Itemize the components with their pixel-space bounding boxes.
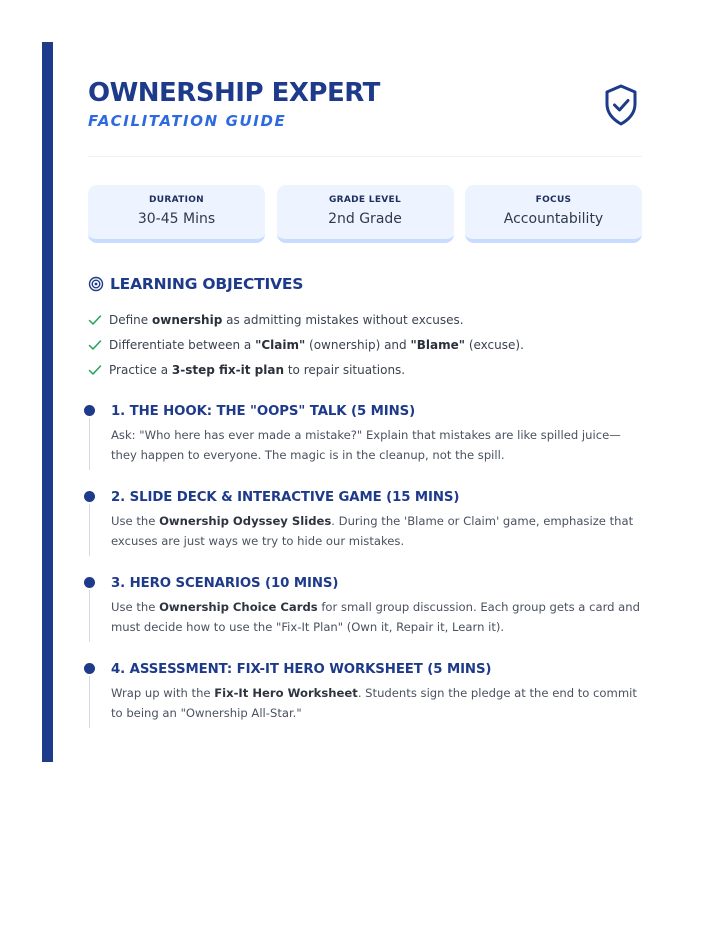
objective-text: Differentiate between a "Claim" (ownership) and "Blame" (excuse). bbox=[109, 337, 524, 352]
header bbox=[88, 78, 642, 148]
list-item bbox=[88, 307, 648, 332]
list-item bbox=[88, 357, 648, 382]
stat-value: 30-45 Mins bbox=[137, 211, 216, 227]
step-title: 1. THE HOOK: THE "OOPS" TALK (5 MINS) bbox=[111, 404, 416, 419]
objectives-title: LEARNING OBJECTIVES bbox=[110, 275, 304, 293]
agenda-timeline bbox=[84, 402, 644, 746]
step-title: 2. SLIDE DECK & INTERACTIVE GAME (15 MINS) bbox=[111, 490, 460, 505]
step-title: 4. ASSESSMENT: FIX-IT HERO WORKSHEET (5 MINS) bbox=[111, 662, 492, 677]
objective-text: Define ownership as admitting mistakes without excuses. bbox=[109, 312, 464, 327]
check-icon bbox=[88, 314, 102, 326]
timeline-dot bbox=[84, 577, 95, 588]
target-icon bbox=[88, 276, 104, 292]
agenda-step bbox=[84, 574, 644, 660]
page-subtitle: FACILITATION GUIDE bbox=[88, 112, 287, 130]
check-icon bbox=[88, 339, 102, 351]
check-icon bbox=[88, 364, 102, 376]
timeline-dot bbox=[84, 405, 95, 416]
stats-row bbox=[88, 185, 642, 243]
timeline-line bbox=[89, 590, 90, 642]
objectives-list bbox=[88, 307, 648, 382]
step-body: Use the Ownership Choice Cards for small group discussion. Each group gets a card and must decide how to use the "Fix-It Plan" (Own it, Repair it, Learn it). bbox=[111, 600, 640, 634]
timeline-dot bbox=[84, 491, 95, 502]
stat-card-focus bbox=[465, 185, 642, 243]
stat-card-duration bbox=[88, 185, 265, 243]
list-item bbox=[88, 332, 648, 357]
objectives-heading bbox=[88, 275, 303, 293]
agenda-step bbox=[84, 402, 644, 488]
header-divider bbox=[88, 156, 642, 157]
timeline-dot bbox=[84, 663, 95, 674]
stat-label: GRADE LEVEL bbox=[328, 195, 402, 205]
shield-check-icon bbox=[604, 84, 638, 126]
stat-label: DURATION bbox=[148, 195, 205, 205]
agenda-step bbox=[84, 660, 644, 746]
accent-bar bbox=[42, 42, 53, 762]
page-title: OWNERSHIP EXPERT bbox=[88, 78, 380, 108]
stat-value: Accountability bbox=[503, 211, 604, 227]
timeline-line bbox=[89, 504, 90, 556]
step-body: Wrap up with the Fix-It Hero Worksheet. Students sign the pledge at the end to commit to being an "Ownership All-Star." bbox=[111, 686, 637, 720]
stat-card-grade-level bbox=[277, 185, 454, 243]
timeline-line bbox=[89, 676, 90, 728]
objective-text: Practice a 3-step fix-it plan to repair situations. bbox=[109, 362, 406, 377]
step-body: Ask: "Who here has ever made a mistake?" Explain that mistakes are like spilled juice—they happen to everyone. The magic is in the cleanup, not the spill. bbox=[111, 428, 621, 462]
timeline-line bbox=[89, 418, 90, 470]
stat-value: 2nd Grade bbox=[328, 211, 402, 227]
step-body: Use the Ownership Odyssey Slides. During the 'Blame or Claim' game, emphasize that excuses are just ways we try to hide our mistakes. bbox=[111, 514, 634, 548]
agenda-step bbox=[84, 488, 644, 574]
stat-label: FOCUS bbox=[535, 195, 572, 205]
step-title: 3. HERO SCENARIOS (10 MINS) bbox=[111, 576, 339, 591]
